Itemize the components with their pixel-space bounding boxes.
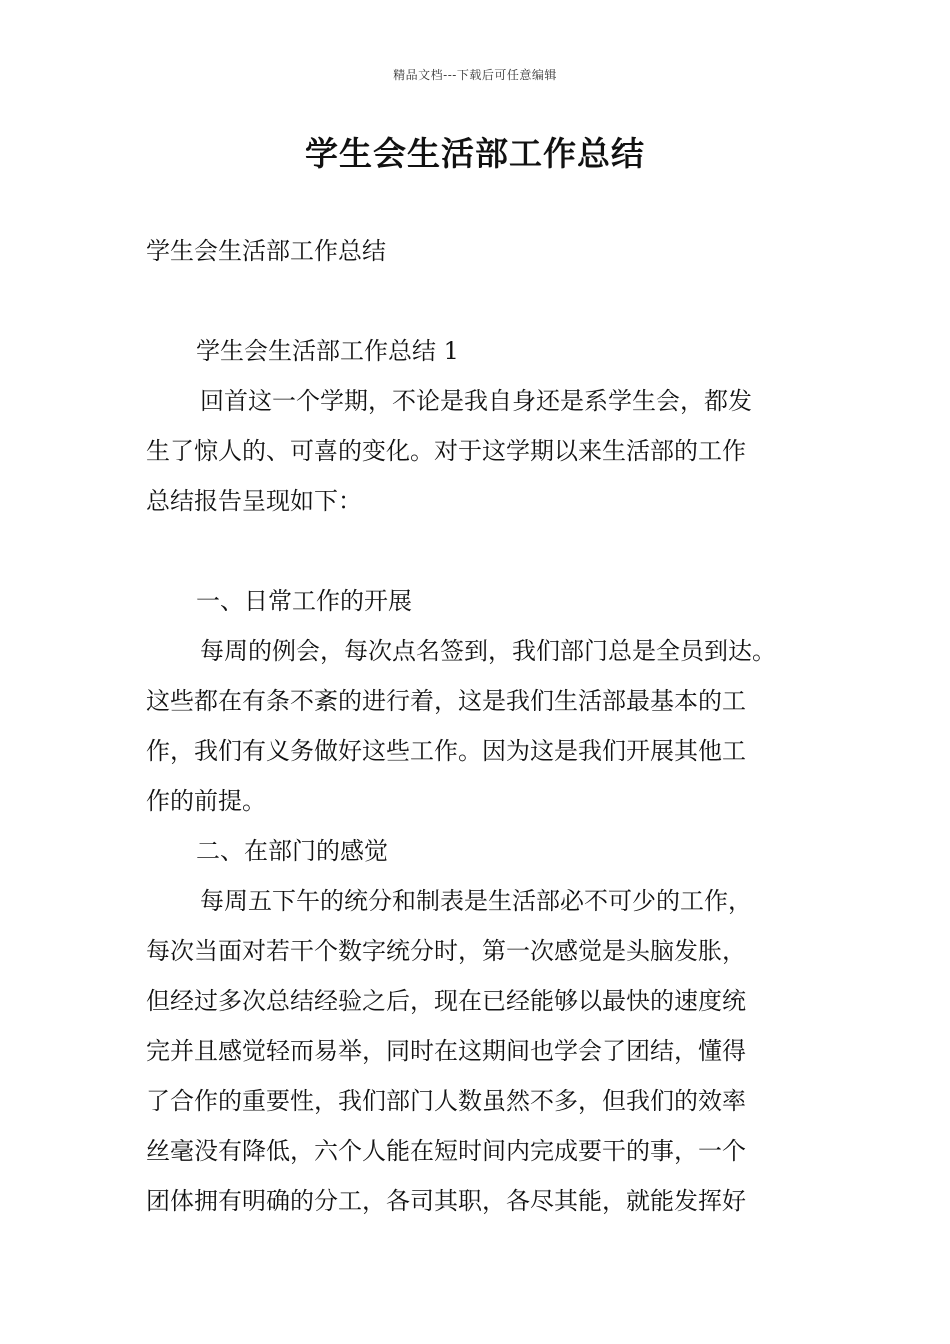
- paragraph-line: 每次当面对若干个数字统分时，第一次感觉是头脑发胀，: [146, 937, 746, 965]
- paragraph-line: 每周的例会，每次点名签到，我们部门总是全员到达。: [200, 637, 776, 665]
- paragraph-line: 生了惊人的、可喜的变化。对于这学期以来生活部的工作: [146, 437, 746, 465]
- paragraph-line: 但经过多次总结经验之后，现在已经能够以最快的速度统: [146, 987, 746, 1015]
- section-heading: 二、在部门的感觉: [196, 837, 388, 865]
- header-note: 精品文档---下载后可任意编辑: [393, 68, 557, 82]
- paragraph-line: 作的前提。: [146, 787, 266, 815]
- paragraph-line: 丝毫没有降低，六个人能在短时间内完成要干的事，一个: [146, 1137, 746, 1165]
- paragraph-line: 作，我们有义务做好这些工作。因为这是我们开展其他工: [146, 737, 746, 765]
- paragraph-line: 团体拥有明确的分工，各司其职，各尽其能，就能发挥好: [146, 1187, 746, 1215]
- paragraph-line: 每周五下午的统分和制表是生活部必不可少的工作，: [200, 887, 752, 915]
- section-heading: 学生会生活部工作总结 1: [196, 337, 459, 365]
- subtitle-line: 学生会生活部工作总结: [146, 237, 386, 265]
- paragraph-line: 了合作的重要性，我们部门人数虽然不多，但我们的效率: [146, 1087, 746, 1115]
- document-title: 学生会生活部工作总结: [305, 134, 645, 173]
- document-body: [146, 226, 836, 1226]
- blank-line: [146, 526, 836, 576]
- paragraph-line: 完并且感觉轻而易举，同时在这期间也学会了团结，懂得: [146, 1037, 746, 1065]
- paragraph-line: 这些都在有条不紊的进行着，这是我们生活部最基本的工: [146, 687, 746, 715]
- section-heading: 一、日常工作的开展: [196, 587, 412, 615]
- blank-line: [146, 276, 836, 326]
- paragraph-line: 回首这一个学期，不论是我自身还是系学生会，都发: [200, 387, 752, 415]
- paragraph-line: 总结报告呈现如下：: [146, 487, 362, 515]
